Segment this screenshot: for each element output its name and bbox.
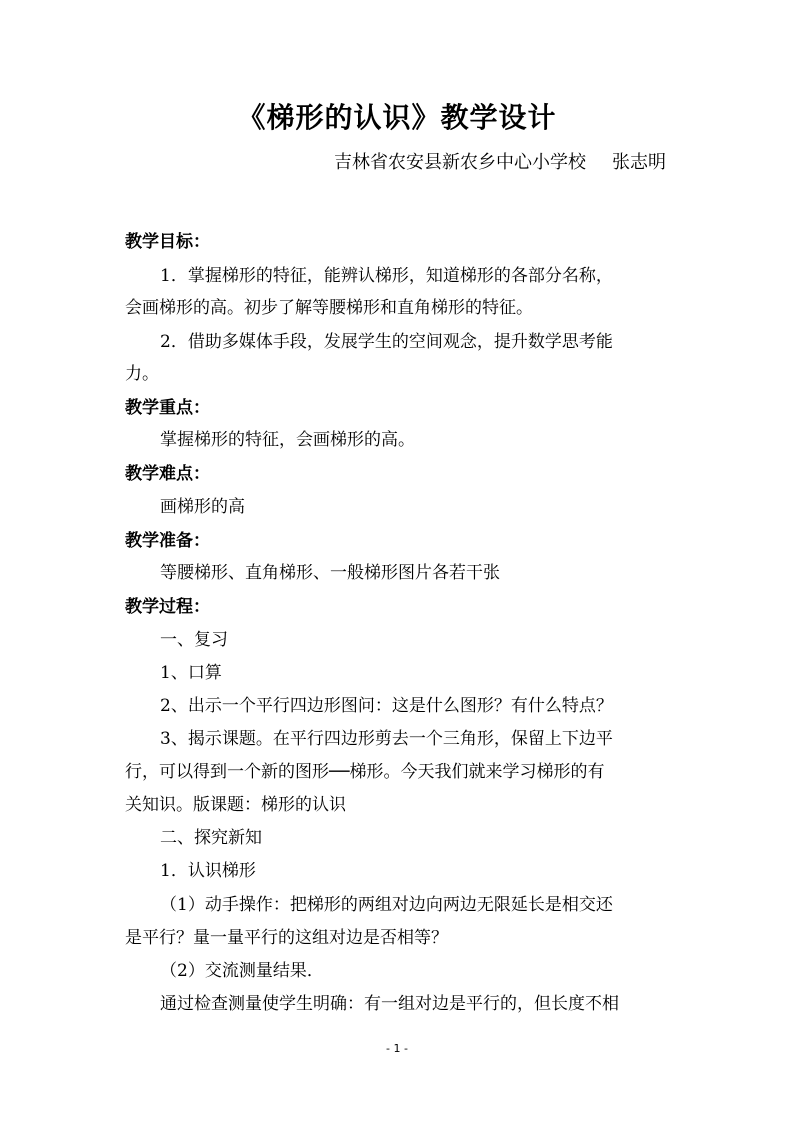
section-heading-preparation: 教学准备： (125, 531, 210, 551)
paragraph-line: 1、口算 (160, 663, 222, 683)
paragraph-line: 一、复习 (160, 630, 228, 650)
author-line (334, 148, 666, 174)
paragraph-line: 力。 (125, 364, 159, 384)
paragraph-line: 通过检查测量使学生明确：有一组对边是平行的，但长度不相 (160, 994, 619, 1014)
section-heading-difficulties: 教学难点： (125, 464, 210, 484)
paragraph-line: 二、探究新知 (160, 828, 262, 848)
author-school: 吉林省农安县新农乡中心小学校 (334, 152, 586, 173)
page-number: - 1 - (386, 1042, 408, 1055)
paragraph-line: （1）动手操作：把梯形的两组对边向两边无限延长是相交还 (160, 895, 613, 915)
paragraph-line: 会画梯形的高。初步了解等腰梯形和直角梯形的特征。 (125, 298, 533, 318)
paragraph-line: 1．掌握梯形的特征，能辨认梯形，知道梯形的各部分名称， (160, 266, 613, 286)
author-name: 张志明 (612, 152, 666, 173)
section-heading-process: 教学过程： (125, 597, 210, 617)
paragraph-line: 是平行？量一量平行的这组对边是否相等？ (125, 928, 448, 948)
paragraph-line: 等腰梯形、直角梯形、一般梯形图片各若干张 (160, 563, 500, 583)
paragraph-line: 关知识。版课题：梯形的认识 (125, 795, 346, 815)
paragraph-line: 2、出示一个平行四边形图问：这是什么图形？有什么特点？ (160, 696, 613, 716)
paragraph-line: 2．借助多媒体手段，发展学生的空间观念，提升数学思考能 (160, 332, 613, 352)
paragraph-line: 3、揭示课题。在平行四边形剪去一个三角形，保留上下边平 (160, 729, 613, 749)
paragraph-line: 行，可以得到一个新的图形──梯形。今天我们就来学习梯形的有 (125, 762, 605, 782)
document-title: 《梯形的认识》教学设计 (237, 101, 557, 134)
section-heading-objectives: 教学目标： (125, 232, 210, 252)
paragraph-line: （2）交流测量结果． (160, 961, 324, 981)
paragraph-line: 画梯形的高 (160, 497, 245, 517)
paragraph-line: 掌握梯形的特征，会画梯形的高。 (160, 430, 415, 450)
paragraph-line: 1．认识梯形 (160, 861, 256, 881)
section-heading-key-points: 教学重点： (125, 398, 210, 418)
